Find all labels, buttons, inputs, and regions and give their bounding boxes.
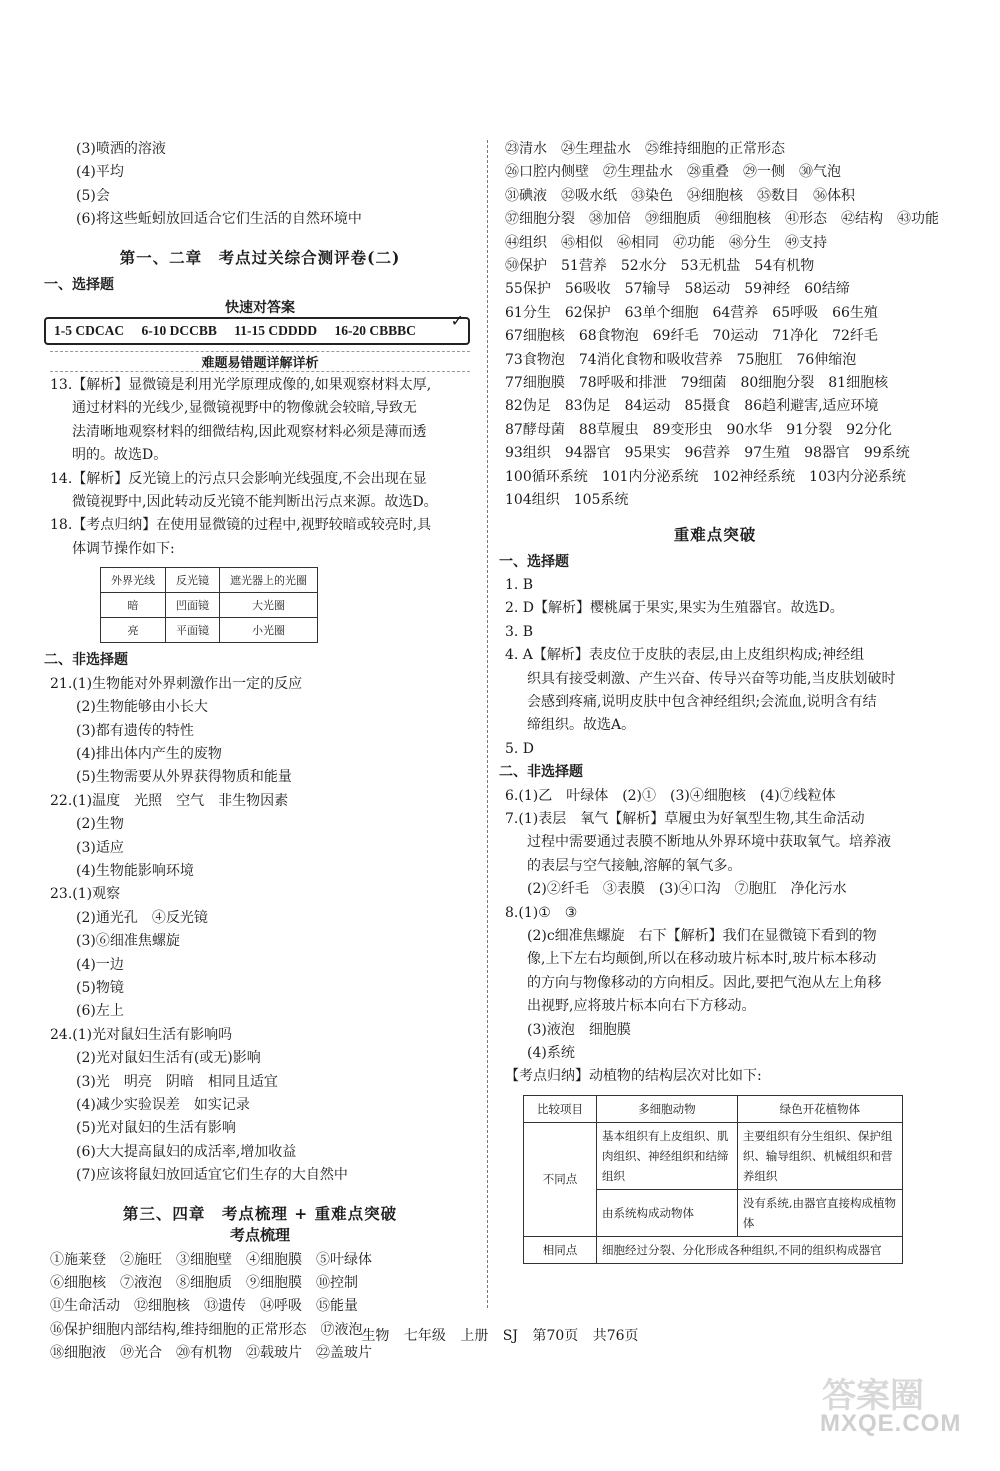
text-line: (2)光对鼠妇生活有(或无)影响 xyxy=(76,1050,261,1067)
answer-7 xyxy=(505,808,925,902)
table-cell: 细胞经过分裂、分化形成各种组织,不同的组织构成器官 xyxy=(597,1236,903,1263)
text-line: ⑱细胞液 ⑲光合 ⑳有机物 ㉑载玻片 ㉒盖玻片 xyxy=(50,1345,372,1362)
text-line: 77细胞膜 78呼吸和排泄 79细菌 80细胞分裂 81细胞核 xyxy=(505,375,889,392)
quick-answer: 6-10 DCCBB xyxy=(141,323,217,339)
text-line: ⑪生命活动 ⑫细胞核 ⑬遗传 ⑭呼吸 ⑮能量 xyxy=(50,1298,358,1315)
detailed-analysis-label: 难题易错题详解详析 xyxy=(50,351,470,372)
key-points-continued xyxy=(505,138,939,513)
text-line: ⑯保护细胞内部结构,维持细胞的正常形态 ⑰液泡 xyxy=(50,1321,363,1338)
text-line: 7.(1)表层 氧气【解析】草履虫为好氧型生物,其生命活动 xyxy=(505,810,865,827)
text-line: (3)适应 xyxy=(76,839,124,856)
q18 xyxy=(50,514,470,561)
table-row xyxy=(524,1236,903,1263)
right-column xyxy=(499,138,939,1264)
choice-heading: 一、选择题 xyxy=(499,553,569,570)
quick-answers-box xyxy=(44,317,470,345)
top-answers xyxy=(50,138,470,232)
quick-answers xyxy=(50,299,470,345)
text-line: (3)⑥细准焦螺旋 xyxy=(76,933,180,950)
answer-line: (6)将这些蚯蚓放回适合它们生活的自然环境中 xyxy=(76,211,362,228)
table-cell: 暗 xyxy=(101,593,166,618)
q22 xyxy=(50,790,470,884)
text-line: 24.(1)光对鼠妇生活有影响吗 xyxy=(50,1026,233,1043)
quick-answer: 11-15 CDDDD xyxy=(234,323,318,339)
text-line: (2)通光孔 ④反光镜 xyxy=(76,909,208,926)
text-line: 21.(1)生物能对外界刺激作出一定的反应 xyxy=(50,675,303,692)
text-line: 通过材料的光线少,显微镜视野中的物像就会较暗,导致无 xyxy=(72,400,417,417)
text-line: ㊲细胞分裂 ㊳加倍 ㊴细胞质 ㊵细胞核 ㊶形态 ㊷结构 ㊸功能 xyxy=(505,211,939,228)
table-header: 比较项目 xyxy=(524,1095,597,1122)
text-line: 100循环系统 101内分泌系统 102神经系统 103内分泌系统 xyxy=(505,468,906,485)
answer-line: (4)平均 xyxy=(76,164,124,181)
nonchoice-heading: 二、非选择题 xyxy=(499,764,583,781)
answer-line: (3)喷洒的溶液 xyxy=(76,141,166,157)
text-line: ㉓清水 ㉔生理盐水 ㉕维持细胞的正常形态 xyxy=(505,141,785,157)
text-line: 55保护 56吸收 57输导 58运动 59神经 60结缔 xyxy=(505,281,850,298)
text-line: 4. A【解析】表皮位于皮肤的表层,由上皮组织构成;神经组 xyxy=(505,647,865,664)
answer-5: 5. D xyxy=(505,740,535,757)
section-title: 重难点突破 xyxy=(673,524,757,544)
text-line: 缔组织。故选A。 xyxy=(527,717,636,734)
column-divider xyxy=(487,140,488,1308)
q14 xyxy=(50,468,470,515)
text-line: 明的。故选D。 xyxy=(72,447,168,464)
text-line: (7)应该将鼠妇放回适宜它们生存的大自然中 xyxy=(76,1167,348,1184)
quick-answer: 16-20 CBBBC xyxy=(334,323,416,339)
text-line: 18.【考点归纳】在使用显微镜的过程中,视野较暗或较亮时,具 xyxy=(50,517,432,534)
answer-4 xyxy=(505,644,925,738)
text-line: (2)②纤毛 ③表膜 (3)④口沟 ⑦胞肛 净化污水 xyxy=(527,881,847,898)
text-line: 73食物泡 74消化食物和吸收营养 75胞肛 76伸缩泡 xyxy=(505,351,857,368)
text-line: 的表层与空气接触,溶解的氧气多。 xyxy=(527,857,742,874)
table-row xyxy=(101,618,318,643)
microscope-table xyxy=(100,567,318,643)
table-cell: 亮 xyxy=(101,618,166,643)
text-line: ①施莱登 ②施旺 ③细胞壁 ④细胞膜 ⑤叶绿体 xyxy=(50,1251,372,1268)
table-header: 遮光器上的光圈 xyxy=(220,568,318,593)
footer-page-number: 第70页 xyxy=(532,1328,579,1344)
watermark-url: MXQE.COM xyxy=(820,1410,962,1437)
text-line: (6)大大提高鼠妇的成活率,增加收益 xyxy=(76,1143,297,1160)
text-line: (2)c细准焦螺旋 右下【解析】我们在显微镜下看到的物 xyxy=(527,928,877,944)
page-footer xyxy=(0,1325,1000,1345)
text-line: 的方向与物像移动的方向相反。因此,要把气泡从左上角移 xyxy=(527,974,882,991)
table-row-label: 不同点 xyxy=(524,1122,597,1236)
text-line: 微镜视野中,因此转动反光镜不能判断出污点来源。故选D。 xyxy=(72,494,438,511)
table-cell: 大光圈 xyxy=(220,593,318,618)
text-line: ㉛碘液 ㉜吸水纸 ㉝染色 ㉞细胞核 ㉟数目 ㊱体积 xyxy=(505,187,855,204)
watermark-logo: 答案圈 xyxy=(822,1377,924,1415)
text-line: 82伪足 83伪足 84运动 85摄食 86趋利避害,适应环境 xyxy=(505,398,879,415)
text-line: (2)生物能够由小长大 xyxy=(76,699,208,716)
text-line: (2)生物 xyxy=(76,816,124,833)
q23 xyxy=(50,883,470,1023)
text-line: (4)减少实验误差 如实记录 xyxy=(76,1097,250,1113)
text-line: (3)光 明亮 阴暗 相同且适宜 xyxy=(76,1073,278,1090)
text-line: ㉖口腔内侧壁 ㉗生理盐水 ㉘重叠 ㉙一侧 ㉚气泡 xyxy=(505,164,841,181)
answer-8 xyxy=(505,902,925,1089)
key-points xyxy=(50,1249,470,1366)
quick-answer: 1-5 CDCAC xyxy=(54,323,125,339)
table-cell: 主要组织有分生组织、保护组织、输导组织、机械组织和营养组织 xyxy=(737,1122,902,1189)
text-line: 14.【解析】反光镜上的污点只会影响光线强度,不会出现在显 xyxy=(50,470,427,487)
structure-comparison-table xyxy=(523,1095,903,1264)
check-icon: ✓ xyxy=(450,311,464,331)
q13 xyxy=(50,374,470,468)
q24 xyxy=(50,1024,470,1188)
table-cell: 基本组织有上皮组织、肌肉组织、神经组织和结缔组织 xyxy=(597,1122,738,1189)
answer-line: (5)会 xyxy=(76,187,110,204)
text-line: (4)排出体内产生的废物 xyxy=(76,745,222,762)
text-line: (4)生物能影响环境 xyxy=(76,862,194,879)
subsection-title: 考点梳理 xyxy=(229,1225,290,1244)
table-header-row xyxy=(101,568,318,593)
nonchoice-heading: 二、非选择题 xyxy=(44,652,128,669)
answer-1: 1. B xyxy=(505,576,534,593)
text-line: (4)一边 xyxy=(76,956,124,973)
answer-2: 2. D【解析】樱桃属于果实,果实为生殖器官。故选D。 xyxy=(505,600,844,617)
text-line: 会感到疼痛,说明皮肤中包含神经组织;会流血,说明含有结 xyxy=(527,693,877,710)
table-row xyxy=(524,1122,903,1189)
table-header-row xyxy=(524,1095,903,1122)
text-line: 出视野,应将玻片标本向右下方移动。 xyxy=(527,998,756,1015)
table-header: 多细胞动物 xyxy=(597,1095,738,1122)
text-line: (5)光对鼠妇的生活有影响 xyxy=(76,1120,236,1137)
text-line: 过程中需要通过表膜不断地从外界环境中获取氧气。培养液 xyxy=(527,834,891,851)
table-cell: 由系统构成动物体 xyxy=(597,1189,738,1236)
text-line: 87酵母菌 88草履虫 89变形虫 90水华 91分裂 92分化 xyxy=(505,421,892,438)
text-line: ㊿保护 51营养 52水分 53无机盐 54有机物 xyxy=(505,258,815,275)
table-row xyxy=(101,593,318,618)
text-line: (6)左上 xyxy=(76,1003,124,1020)
text-line: 13.【解析】显微镜是利用光学原理成像的,如果观察材料太厚, xyxy=(50,377,432,394)
quick-answers-label: 快速对答案 xyxy=(225,300,295,317)
text-line: 67细胞核 68食物泡 69纤毛 70运动 71净化 72纤毛 xyxy=(505,328,878,345)
text-line: (3)都有遗传的特性 xyxy=(76,722,194,739)
table-cell: 凹面镜 xyxy=(166,593,220,618)
text-line: (4)系统 xyxy=(527,1045,575,1062)
table-header: 外界光线 xyxy=(101,568,166,593)
text-line: 体调节操作如下: xyxy=(72,540,175,557)
text-line: (5)生物需要从外界获得物质和能量 xyxy=(76,769,292,786)
footer-grade: 七年级 xyxy=(403,1328,446,1344)
footer-edition: SJ xyxy=(502,1328,518,1344)
text-line: 104组织 105系统 xyxy=(505,492,629,509)
q21 xyxy=(50,673,470,790)
footer-volume: 上册 xyxy=(460,1328,489,1344)
text-line: 法清晰地观察材料的细微结构,因此观察材料必须是薄而透 xyxy=(72,423,427,440)
section-title: 第一、二章 考点过关综合测评卷(二) xyxy=(119,247,401,267)
section-title: 第三、四章 考点梳理 + 重难点突破 xyxy=(122,1203,398,1223)
left-column xyxy=(44,138,470,1366)
footer-subject: 生物 xyxy=(361,1328,390,1344)
answer-3: 3. B xyxy=(505,623,534,640)
answer-6: 6.(1)乙 叶绿体 (2)① (3)④细胞核 (4)⑦线粒体 xyxy=(505,787,836,804)
table-header: 绿色开花植物体 xyxy=(737,1095,902,1122)
text-line: (3)液泡 细胞膜 xyxy=(527,1021,631,1038)
table-row-label: 相同点 xyxy=(524,1236,597,1263)
text-line: 像,上下左右均颠倒,所以在移动玻片标本时,玻片标本移动 xyxy=(527,951,877,968)
text-line: 【考点归纳】动植物的结构层次对比如下: xyxy=(505,1068,762,1085)
text-line: (5)物镜 xyxy=(76,979,124,996)
text-line: 22.(1)温度 光照 空气 非生物因素 xyxy=(50,792,289,809)
table-cell: 没有系统,由器官直接构成植物体 xyxy=(737,1189,902,1236)
text-line: ㊹组织 ㊺相似 ㊻相同 ㊼功能 ㊽分生 ㊾支持 xyxy=(505,234,827,251)
table-cell: 小光圈 xyxy=(220,618,318,643)
choice-heading: 一、选择题 xyxy=(44,276,114,293)
text-line: 23.(1)观察 xyxy=(50,886,121,903)
text-line: 61分生 62保护 63单个细胞 64营养 65呼吸 66生殖 xyxy=(505,304,878,321)
text-line: ⑥细胞核 ⑦液泡 ⑧细胞质 ⑨细胞膜 ⑩控制 xyxy=(50,1275,358,1292)
text-line: 织具有接受刺激、产生兴奋、传导兴奋等功能,当皮肤划破时 xyxy=(527,670,896,687)
table-header: 反光镜 xyxy=(166,568,220,593)
text-line: 93组织 94器官 95果实 96营养 97生殖 98器官 99系统 xyxy=(505,445,910,462)
footer-total-pages: 共76页 xyxy=(592,1328,639,1344)
text-line: 8.(1)① ③ xyxy=(505,904,578,921)
table-cell: 平面镜 xyxy=(166,618,220,643)
